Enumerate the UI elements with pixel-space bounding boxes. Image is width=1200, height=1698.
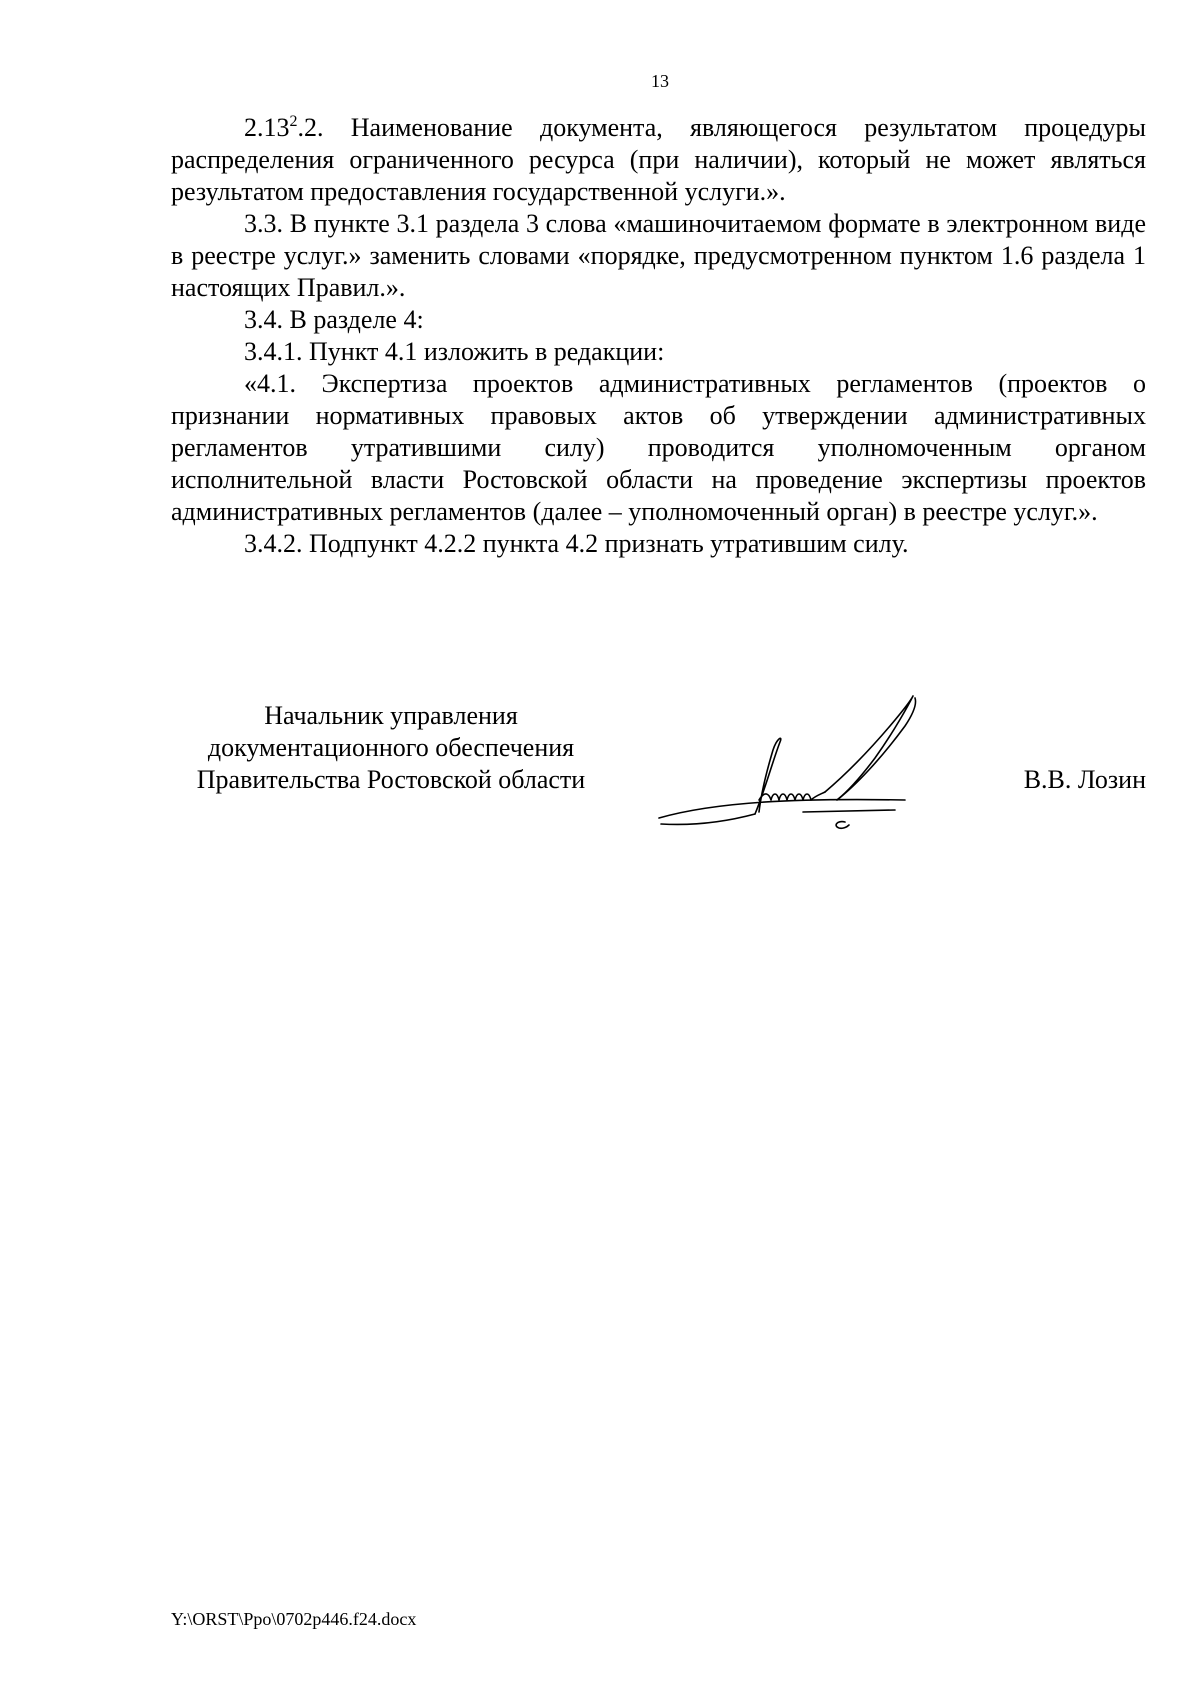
paragraph-4-1-quote: «4.1. Экспертиза проектов административных регламентов (проектов о признании нормативных правовых актов об утверждении административных регламентов утратившими силу) проводится уполномоченным органом исполнительной власти Ростовской области на проведение экспертизы проектов административных регламентов (далее – уполномоченный орган) в реестре услуг.».	[171, 369, 1146, 526]
paragraph-2-13-2-2	[171, 112, 1146, 208]
signatory-position-line-1: Начальник управления	[264, 701, 518, 730]
handwritten-signature-icon	[655, 690, 985, 840]
paragraph-3-4-2: 3.4.2. Подпункт 4.2.2 пункта 4.2 признать утратившим силу.	[244, 529, 909, 558]
signatory-position-line-3: Правительства Ростовской области	[196, 765, 586, 794]
document-body	[171, 112, 1146, 560]
paragraph-3-3: 3.3. В пункте 3.1 раздела 3 слова «машиночитаемом формате в электронном виде в реестре услуг.» заменить словами «порядке, предусмотренном пунктом 1.6 раздела 1 настоящих Правил.».	[171, 209, 1146, 302]
paragraph-text: .2. Наименование документа, являющегося результатом процедуры распределения ограниченного ресурса (при наличии), который не может являться результатом предоставления государственной услуги.».	[171, 113, 1146, 206]
paragraph-number-prefix: 2.13	[244, 113, 290, 142]
page-number: 13	[651, 71, 669, 91]
paragraph-3-4-1: 3.4.1. Пункт 4.1 изложить в редакции:	[244, 337, 665, 366]
signatory-position-line-2: документационного обеспечения	[207, 733, 575, 762]
footer-file-path: Y:\ORST\Ppo\0702p446.f24.docx	[171, 1609, 417, 1629]
paragraph-3-4: 3.4. В разделе 4:	[244, 305, 424, 334]
signatory-name: В.В. Лозин	[1023, 765, 1146, 794]
superscript-index: 2	[289, 113, 298, 130]
signatory-position	[171, 700, 611, 796]
